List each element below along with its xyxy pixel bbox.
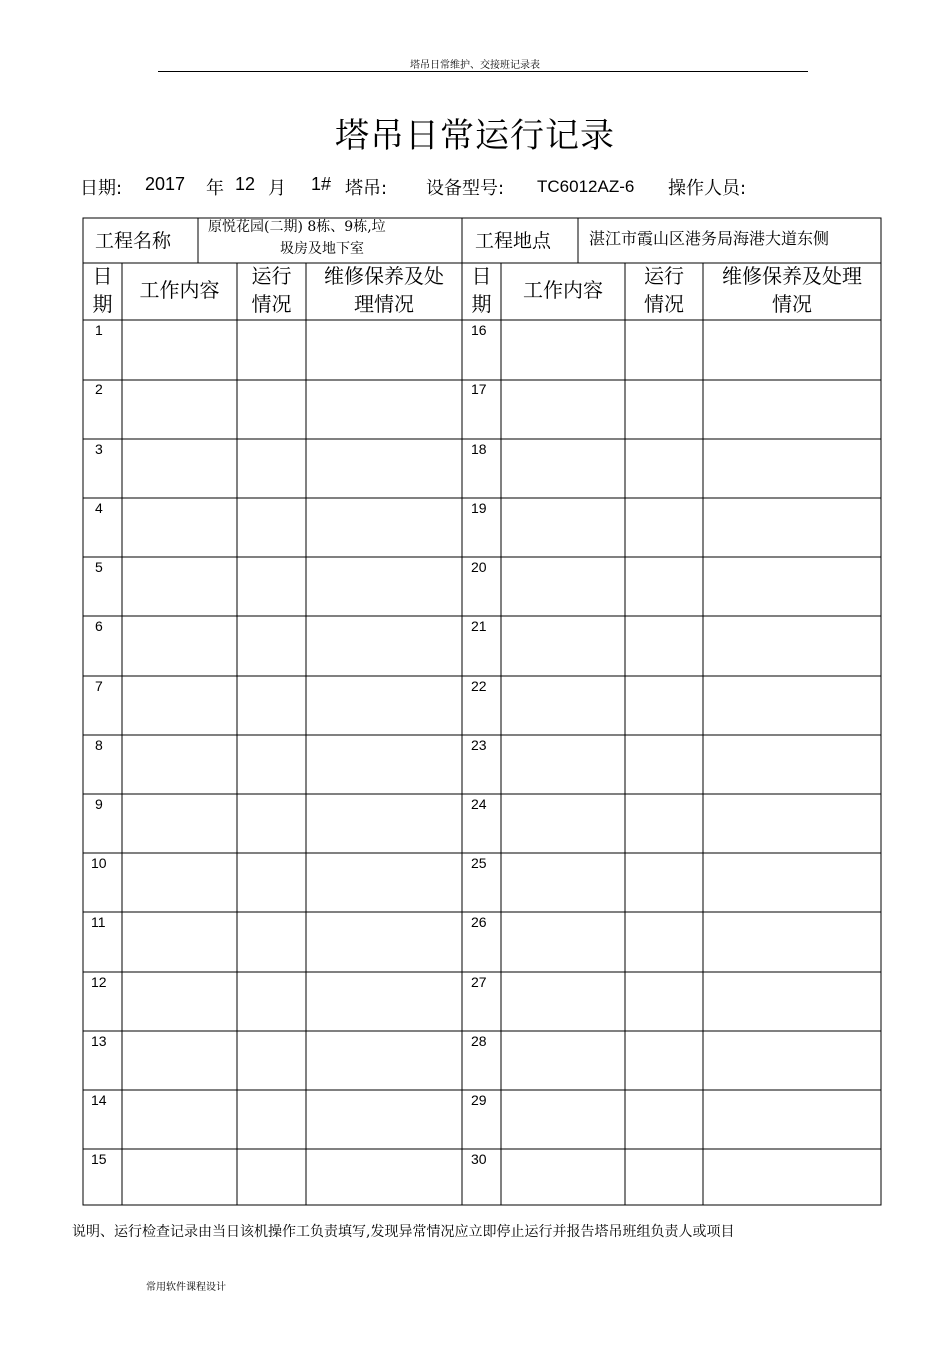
page-title: 塔吊日常运行记录 bbox=[335, 116, 615, 156]
column-header-maintenance-left: 维修保养及处 理情况 bbox=[324, 264, 444, 316]
day-number: 24 bbox=[471, 796, 487, 812]
day-number: 1 bbox=[95, 322, 103, 338]
crane-number: 1# bbox=[311, 174, 332, 194]
day-number: 11 bbox=[91, 914, 106, 930]
day-number: 9 bbox=[95, 796, 103, 812]
model-value: TC6012AZ-6 bbox=[537, 177, 635, 196]
day-number: 4 bbox=[95, 500, 103, 516]
operator-label: 操作人员: bbox=[668, 178, 747, 199]
day-number: 20 bbox=[471, 559, 487, 575]
day-number: 30 bbox=[471, 1151, 487, 1167]
day-number: 10 bbox=[91, 855, 107, 871]
page-footer: 常用软件课程设计 bbox=[146, 1282, 226, 1293]
day-number: 22 bbox=[471, 678, 487, 694]
project-name-value-line2: 圾房及地下室 bbox=[280, 241, 364, 257]
day-number: 6 bbox=[95, 618, 103, 634]
day-number: 14 bbox=[91, 1092, 107, 1108]
project-location-value: 湛江市霞山区港务局海港大道东侧 bbox=[589, 229, 830, 248]
day-number: 19 bbox=[471, 500, 487, 516]
year-unit: 年 bbox=[206, 178, 224, 199]
date-label: 日期: bbox=[80, 178, 123, 199]
day-number: 23 bbox=[471, 737, 487, 753]
day-number: 26 bbox=[471, 914, 487, 930]
project-location-label: 工程地点 bbox=[475, 230, 552, 252]
note-text: 说明、运行检查记录由当日该机操作工负责填写,发现异常情况应立即停止运行并报告塔吊班组负责人或项目 bbox=[72, 1224, 735, 1240]
column-header-date-left: 日 期 bbox=[92, 264, 113, 316]
day-number: 21 bbox=[471, 618, 487, 634]
day-number: 12 bbox=[91, 974, 107, 990]
day-number: 5 bbox=[95, 559, 103, 575]
column-header-work-left: 工作内容 bbox=[139, 278, 220, 302]
day-number: 7 bbox=[95, 678, 103, 694]
crane-label: 塔吊: bbox=[345, 178, 388, 199]
column-header-date-right: 日 期 bbox=[471, 264, 492, 316]
day-number: 27 bbox=[471, 974, 487, 990]
day-number: 3 bbox=[95, 441, 103, 457]
day-number: 25 bbox=[471, 855, 487, 871]
project-name-label: 工程名称 bbox=[95, 230, 172, 252]
page-header: 塔吊日常维护、交接班记录表 bbox=[410, 60, 540, 71]
day-number: 15 bbox=[91, 1151, 107, 1167]
day-number: 2 bbox=[95, 381, 103, 397]
project-name-value-line1: 原悦花园(二期) 8栋、9栋,垃 bbox=[208, 219, 386, 235]
day-number: 17 bbox=[471, 381, 487, 397]
model-label: 设备型号: bbox=[426, 178, 505, 199]
column-header-maintenance-right: 维修保养及处理 情况 bbox=[722, 264, 862, 316]
column-header-status-left: 运行 情况 bbox=[251, 264, 292, 316]
day-number: 13 bbox=[91, 1033, 107, 1049]
column-header-work-right: 工作内容 bbox=[523, 278, 603, 302]
day-number: 29 bbox=[471, 1092, 487, 1108]
year-value: 2017 bbox=[145, 174, 186, 194]
column-header-status-right: 运行 情况 bbox=[644, 264, 684, 316]
month-unit: 月 bbox=[268, 178, 286, 199]
month-value: 12 bbox=[235, 174, 256, 194]
day-number: 16 bbox=[471, 322, 487, 338]
day-number: 8 bbox=[95, 737, 103, 753]
day-number: 18 bbox=[471, 441, 487, 457]
day-number: 28 bbox=[471, 1033, 487, 1049]
